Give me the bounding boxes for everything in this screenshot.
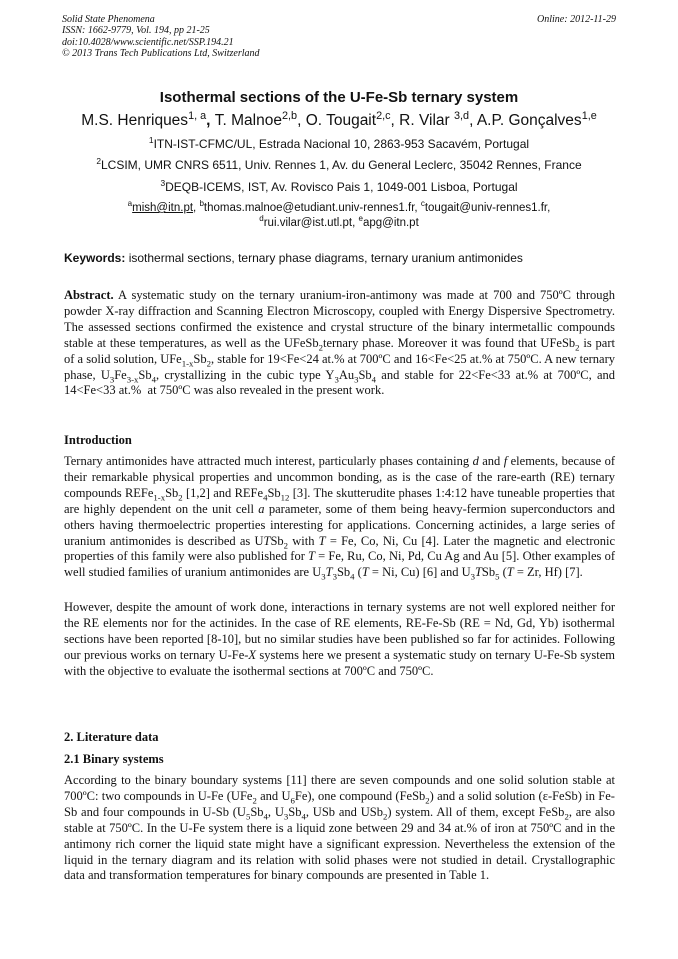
email-sup: a [127, 199, 133, 209]
email-text: thomas.malnoe@etudiant.univ-rennes1.fr [203, 202, 415, 214]
journal-name: Solid State Phenomena [62, 14, 155, 25]
section-heading-introduction: Introduction [64, 433, 132, 447]
email-sup: d [259, 214, 264, 224]
affiliation-3 [0, 180, 678, 194]
affiliation-1 [0, 137, 678, 151]
author-sup: 3,d [454, 109, 470, 122]
online-date: Online: 2012-11-29 [537, 14, 616, 25]
journal-header [62, 14, 616, 59]
email-text: tougait@univ-rennes1.fr [424, 202, 548, 214]
abstract-label: Abstract. [64, 288, 114, 302]
email-sup: e [358, 214, 363, 224]
section-heading-literature: 2. Literature data [64, 730, 159, 744]
keywords-text: isothermal sections, ternary phase diagrams, ternary uranium antimonides [128, 251, 523, 265]
introduction-paragraph-1: Ternary antimonides have attracted much interest, particularly phases containing d and f elements, because of their remarkable physical properties and uncommon bonding, as is the case of the rare-earth (RE) ternary compounds $REFe_{1-x}Sb_2$ [1,2] and $REFe_4Sb_{12}$ [3]. The skutterudite phases 1:4:12 have tuneable properties that are highly dependent on the unit cell a parameter, some of them being heavy-fermion superconductors and others having thermoelectric properties interesting for applications. Concerning actinides, a large series of uranium antimonides is described as UTSb$_2$ with T = Fe, Co, Ni, Cu [4]. Later the magnetic and electronic properties of this family were also published for T = Fe, Ru, Co, Ni, Pd, Cu Ag and Au [5]. Other examples of well studied families of uranium antimonides are $U_3T_3Sb_4$ (T = Ni, Cu) [6] and $U_3TSb_5$ (T = Zr, Hf) [7]. [64, 454, 615, 582]
author: M.S. Henriques [81, 112, 189, 129]
author-sup: 1,e [581, 109, 597, 122]
author-emails: $^a$mish@itn.pt, $^b$thomas.malnoe@etudiant.univ-rennes1.fr, $^c$tougait@univ-rennes1.fr, $^d$rui.vilar@ist.utl.pt, $^e$apg@itn.pt [127, 199, 551, 229]
introduction-paragraph-2: However, despite the amount of work done, interactions in ternary systems are not well explored neither for the RE elements nor for the actinides. In the case of RE elements, RE-Fe-Sb (RE = Nd, Gd, Yb) isothermal sections have been reported [8-10], but no similar studies have been published so far for actinides. Following our previous works on ternary U-Fe-X systems here we present a systematic study on ternary U-Fe-Sb system with the objective to evaluate the isothermal sections at 700ºC and 750ºC. [64, 600, 615, 678]
author: A.P. Gonçalves [476, 112, 582, 129]
affiliation-2 [0, 158, 678, 172]
author-list: M.S. Henriques$^{1, a}$, T. Malnoe$^{2,b}$, O. Tougait$^{2,c}$, R. Vilar $^{3,d}$, A.P. Gonçalves$^{1,e}$ [81, 109, 597, 129]
subsection-heading-binary: 2.1 Binary systems [64, 752, 164, 766]
affiliation-sup: 2 [96, 156, 101, 166]
affiliation-sup: 3 [160, 178, 166, 188]
author: O. Tougait [305, 112, 377, 129]
affiliation-text: ITN-IST-CFMC/UL, Estrada Nacional 10, 2863-953 Sacavém, Portugal [153, 137, 530, 151]
author: T. Malnoe [214, 112, 282, 129]
email-link[interactable]: mish@itn.pt [132, 202, 194, 214]
email-text: apg@itn.pt [362, 217, 419, 229]
affiliation-sup: 1 [148, 135, 154, 145]
keywords [64, 251, 616, 265]
email-sup: b [199, 199, 204, 209]
binary-systems-paragraph: According to the binary boundary systems [11] there are seven compounds and one solid solution stable at 700ºC: two compounds in U-Fe (UFe$_2$ and $U_6Fe$), one compound (FeSb$_2$) and a solid solution (ε-FeSb) in Fe-Sb and four compounds in U-Sb ($U_5Sb_4$, $U_3Sb_4$, USb and USb$_2$) system. All of them, except FeSb$_2$, are also stable at 750ºC. In the U-Fe system there is a liquid zone between 29 and 34 at.% of iron at 750ºC and in the antimony rich corner the liquid state might have a significant expression. Nevertheless the extension of the liquid in the ternary diagram and its relation with solid phases were not studied in detail. Crystallographic data and transformation temperatures for binary compounds are presented in Table 1. [64, 773, 615, 883]
email-text: rui.vilar@ist.utl.pt [263, 217, 353, 229]
paper-title: Isothermal sections of the U-Fe-Sb ternary system [159, 89, 519, 106]
author-sup: 2,c [376, 109, 391, 122]
doi: doi:10.4028/www.scientific.net/SSP.194.21 [62, 36, 234, 48]
email-sup: c [420, 199, 425, 209]
abstract: Abstract. A systematic study on the ternary uranium-iron-antimony was made at 700 and 750ºC through powder X-ray diffraction and Scanning Electron Microscopy, coupled with Energy Dispersive Spectrometry. The assessed sections confirmed the existence and crystal structure of the binary intermetallic compounds stable at these temperatures, as well as the UFeSb$_2$ternary phase. Moreover it was found that UFeSb$_2$ is part of a solid solution, $UFe_{1-x}Sb_2$, stable for 19<Fe<24 at.% at 700ºC and 16<Fe<25 at.% at 750ºC. A new ternary phase, $U_3Fe_{3-x}Sb_4$, crystallizing in the cubic type $Y_3Au_3Sb_4$ and stable for 22<Fe<33 at.% at 700ºC, and 14<Fe<33 at.% at 750ºC was also revealed in the present work. [64, 288, 615, 398]
author: R. Vilar [399, 112, 454, 129]
author-sup: 1, a [188, 109, 207, 122]
affiliation-text: DEQB-ICEMS, IST, Av. Rovisco Pais 1, 1049-001 Lisboa, Portugal [165, 180, 518, 194]
issn: ISSN: 1662-9779, Vol. 194, pp 21-25 [62, 25, 210, 37]
keywords-label: Keywords: [64, 251, 126, 265]
copyright: © 2013 Trans Tech Publications Ltd, Switzerland [62, 47, 260, 59]
affiliation-text: LCSIM, UMR CNRS 6511, Univ. Rennes 1, Av. du General Leclerc, 35042 Rennes, France [100, 158, 582, 172]
author-sup: 2,b [281, 109, 298, 122]
